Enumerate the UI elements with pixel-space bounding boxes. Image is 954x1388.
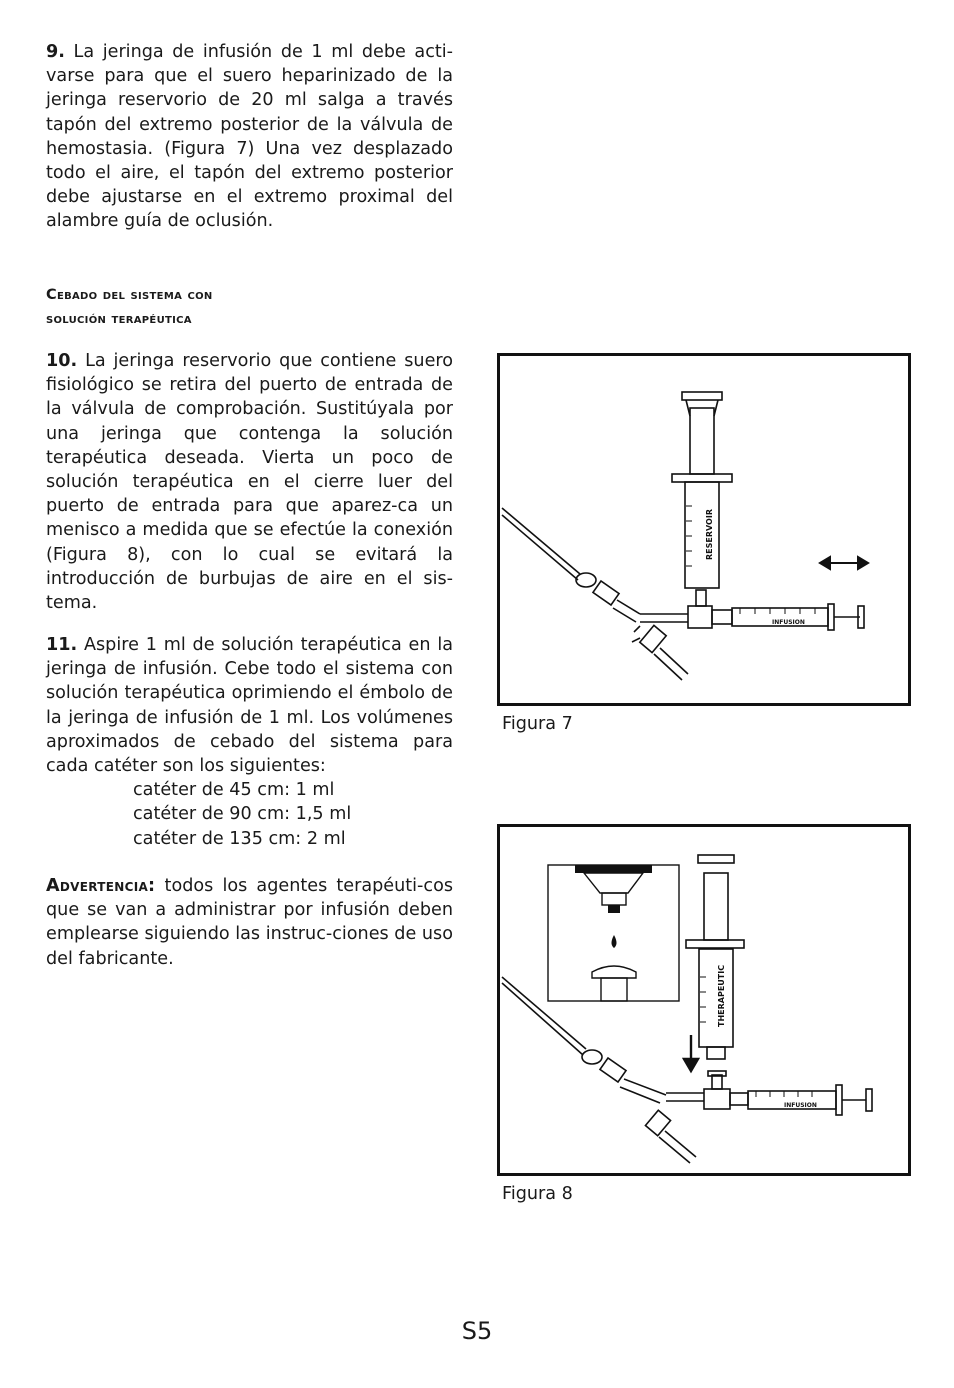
step-10-text: La jeringa reservorio que contiene suero fisiológico se retira del puerto de entrada de la válvula de comprobación. Sustitúyala por una jeringa que contenga la solución terapéutica deseada. Vierta un poco de solución terapéutica en el cierre luer del puerto de entrada para que aparez-ca un menisco a medida que se efectúe la conexión (Figura 8), con lo cual se evitará la introducción de burbujas de aire en el sis-tema. <box>46 351 453 614</box>
therapeutic-label: THERAPEUTIC <box>717 964 726 1027</box>
step-9-paragraph <box>46 40 453 234</box>
step-9-number: 9. <box>46 42 65 62</box>
volume-item: catéter de 45 cm: 1 ml <box>133 780 335 801</box>
infusion-label: INFUSION <box>784 1102 817 1109</box>
warning-text: todos los agentes terapéuti-cos que se van a administrar por infusión deben emplearse siguiendo las instruc-ciones de uso del fabricante. <box>46 876 453 969</box>
page-number: S5 <box>461 1317 493 1345</box>
infusion-label: INFUSION <box>772 619 805 626</box>
meniscus-inset <box>548 865 679 1001</box>
double-arrow-icon <box>820 557 868 569</box>
figure-7-illustration <box>500 356 908 703</box>
volume-item: catéter de 135 cm: 2 ml <box>133 828 346 849</box>
text-column-4 <box>46 874 453 971</box>
section-heading-line2: solución terapéutica <box>46 311 192 327</box>
step-10-number: 10. <box>46 351 78 371</box>
figure-8-illustration <box>500 827 908 1173</box>
step-10-paragraph <box>46 349 453 615</box>
step-9-text: La jeringa de infusión de 1 ml debe acti-varse para que el suero heparinizado de la jeringa reservorio de 20 ml salga a través tapón del extremo posterior de la válvula de hemostasia. (Figura 7) Una vez desplazado todo el aire, el tapón del extremo posterior debe ajustarse en el extremo proximal del alambre guía de oclusión. <box>46 42 454 232</box>
down-arrow-icon <box>684 1035 698 1071</box>
warning-paragraph <box>46 874 453 971</box>
step-11-number: 11. <box>46 635 78 655</box>
figure-8-caption: Figura 8 <box>502 1184 573 1204</box>
volume-item: catéter de 90 cm: 1,5 ml <box>133 804 352 825</box>
text-column <box>46 40 453 234</box>
figure-8-box <box>497 824 911 1176</box>
section-heading <box>46 283 453 331</box>
figure-7-caption: Figura 7 <box>502 714 573 734</box>
figure-7-box <box>497 353 911 706</box>
step-11-text: Aspire 1 ml de solución terapéutica en la jeringa de infusión. Cebe todo el sistema con solución terapéutica oprimiendo el émbolo de la jeringa de infusión de 1 ml. Los volúmenes aproximados de cebado del sistema para cada catéter son los siguientes: <box>46 635 454 777</box>
warning-label: Advertencia: <box>46 876 156 896</box>
text-column-3 <box>46 633 453 851</box>
text-column-2 <box>46 349 453 615</box>
section-heading-line1: Cebado del sistema con <box>46 287 213 303</box>
reservoir-label: RESERVOIR <box>705 509 714 560</box>
step-11-paragraph <box>46 633 453 778</box>
